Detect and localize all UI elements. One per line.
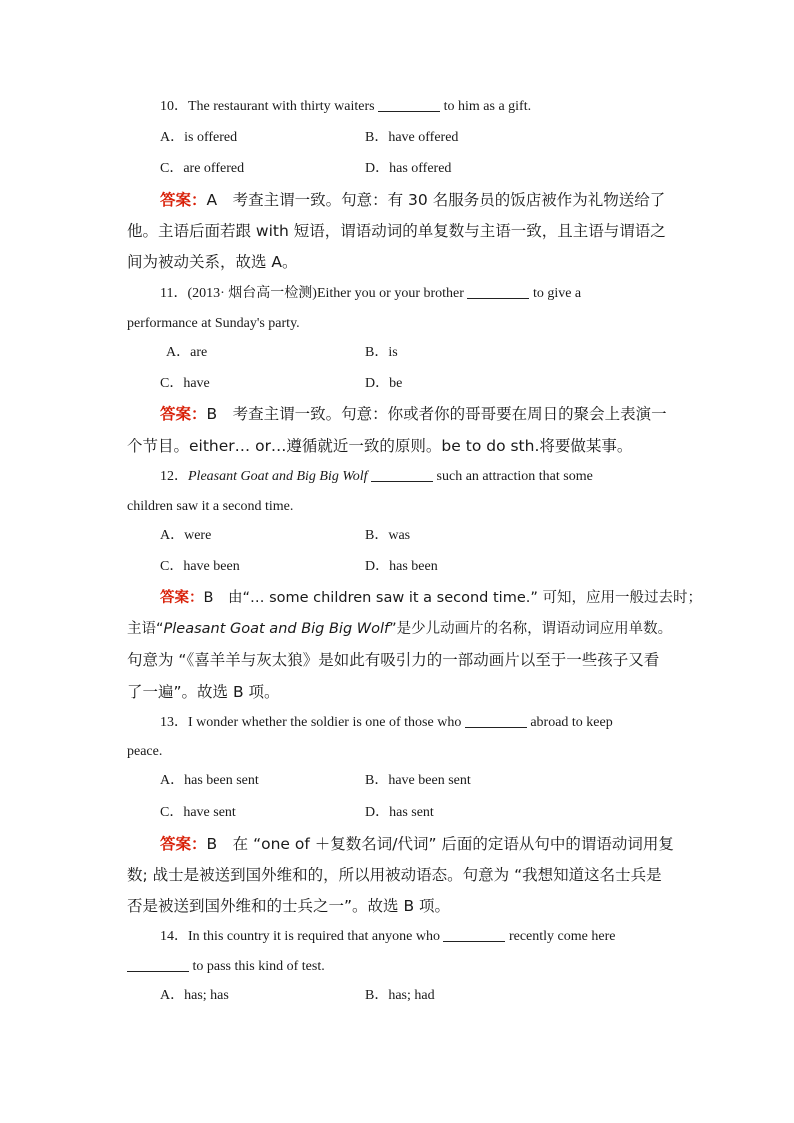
option-b: B．has; had bbox=[365, 988, 435, 1003]
question-13-stem-tail: abroad to keep bbox=[526, 715, 613, 730]
answer-blank bbox=[443, 927, 505, 942]
question-13-stem bbox=[160, 713, 680, 733]
answer-label: 答案： bbox=[160, 590, 204, 606]
question-13-stem-line-2: peace. bbox=[127, 744, 163, 759]
question-10-answer-line-3: 间为被动关系，故选 A。 bbox=[127, 253, 298, 271]
question-11-stem-text: 11．(2013· 烟台高一检测)Either you or your brother bbox=[160, 286, 468, 301]
option-b: B．is bbox=[365, 345, 398, 360]
answer-text: A 考查主谓一致。句意：有 30 名服务员的饭店被作为礼物送给了 bbox=[206, 191, 666, 209]
question-13-stem-text: 13．I wonder whether the soldier is one of those who bbox=[160, 715, 465, 730]
question-10-stem-text: 10．The restaurant with thirty waiters bbox=[160, 99, 379, 114]
answer-label: 答案： bbox=[160, 191, 207, 209]
question-number: 12． bbox=[160, 469, 188, 484]
question-11-stem bbox=[160, 284, 680, 304]
option-c: C．have been bbox=[160, 559, 240, 574]
question-12-stem-line-2: children saw it a second time. bbox=[127, 499, 294, 514]
answer-blank bbox=[465, 713, 527, 728]
question-12-stem bbox=[160, 467, 680, 487]
option-b: B．have offered bbox=[365, 130, 459, 145]
question-11-answer-line-1 bbox=[160, 403, 680, 425]
answer-blank bbox=[378, 97, 440, 112]
option-a: A．has; has bbox=[160, 988, 229, 1003]
option-c: C．have bbox=[160, 376, 210, 391]
answer-text: B 在 “one of ＋复数名词/代词” 后面的定语从句中的谓语动词用复 bbox=[206, 835, 674, 853]
question-14-stem-text: 14．In this country it is required that anyone who bbox=[160, 929, 444, 944]
option-b: B．have been sent bbox=[365, 773, 471, 788]
option-d: D．be bbox=[365, 376, 403, 391]
question-14-stem-line-2 bbox=[127, 957, 680, 977]
question-12-answer-line-1 bbox=[160, 587, 702, 609]
question-10-stem-tail: to him as a gift. bbox=[440, 99, 532, 114]
option-b: B．was bbox=[365, 528, 411, 543]
option-d: D．has offered bbox=[365, 161, 452, 176]
question-10-answer-line-2: 他。主语后面若跟 with 短语，谓语动词的单复数与主语一致，且主语与谓语之 bbox=[127, 222, 666, 240]
option-d: D．has been bbox=[365, 559, 438, 574]
question-14-stem-tail: recently come here bbox=[505, 929, 616, 944]
option-a: A．are bbox=[166, 345, 208, 360]
question-11-stem-line-2: performance at Sunday's party. bbox=[127, 316, 300, 331]
answer-blank bbox=[371, 467, 433, 482]
answer-label: 答案： bbox=[160, 835, 207, 853]
answer-blank bbox=[127, 957, 189, 972]
question-12-answer-line-3: 句意为 “《喜羊羊与灰太狼》是如此有吸引力的一部动画片以至于一些孩子又看 bbox=[127, 651, 660, 669]
answer-text: B 考查主谓一致。句意：你或者你的哥哥要在周日的聚会上表演一 bbox=[206, 405, 667, 423]
option-a: A．were bbox=[160, 528, 212, 543]
question-13-answer-line-1 bbox=[160, 833, 680, 855]
question-14-stem-line-2-text: to pass this kind of test. bbox=[189, 959, 325, 974]
answer-blank bbox=[467, 284, 529, 299]
question-13-answer-line-3: 否是被送到国外维和的士兵之一”。故选 B 项。 bbox=[127, 897, 451, 915]
option-a: A．has been sent bbox=[160, 773, 259, 788]
film-title: Pleasant Goat and Big Big Wolf bbox=[188, 469, 368, 484]
option-a: A．is offered bbox=[160, 130, 238, 145]
film-title: Pleasant Goat and Big Big Wolf bbox=[163, 621, 390, 637]
answer-text: 主语“ bbox=[127, 621, 164, 637]
question-13-answer-line-2: 数; 战士是被送到国外维和的，所以用被动语态。句意为 “我想知道这名士兵是 bbox=[127, 866, 662, 884]
answer-text: B 由“… some children saw it a second time.” 可知，应用一般过去时； bbox=[203, 590, 702, 606]
question-12-stem-tail: such an attraction that some bbox=[433, 469, 593, 484]
option-c: C．have sent bbox=[160, 805, 236, 820]
question-14-stem bbox=[160, 927, 680, 947]
question-11-answer-line-2: 个节目。either… or…遵循就近一致的原则。be to do sth.将要做某事。 bbox=[127, 437, 633, 455]
option-c: C．are offered bbox=[160, 161, 245, 176]
question-11-stem-tail: to give a bbox=[529, 286, 582, 301]
option-d: D．has sent bbox=[365, 805, 434, 820]
question-10-answer-line-1 bbox=[160, 189, 680, 211]
answer-text: ”是少儿动画片的名称，谓语动词应用单数。 bbox=[389, 621, 673, 637]
question-12-answer-line-4: 了一遍”。故选 B 项。 bbox=[127, 683, 280, 701]
answer-label: 答案： bbox=[160, 405, 207, 423]
question-10-stem bbox=[160, 97, 713, 117]
question-12-answer-line-2 bbox=[127, 618, 680, 640]
